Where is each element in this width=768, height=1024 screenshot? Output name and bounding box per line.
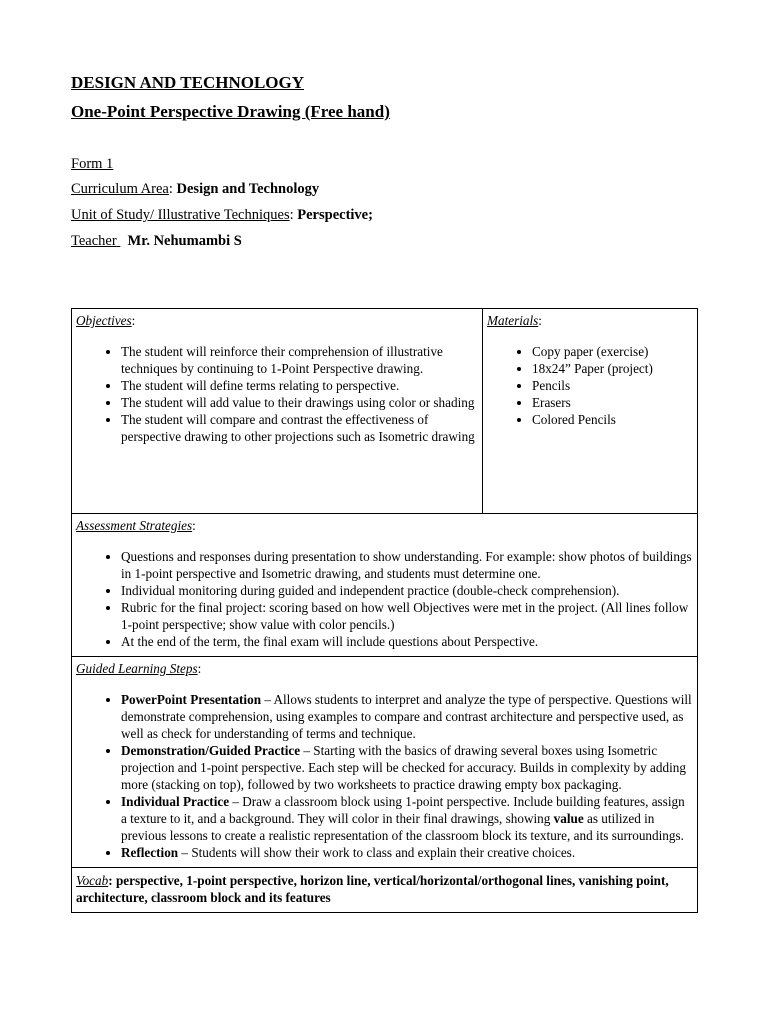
list-item: • Individual monitoring during guided and independent practice (double-check comprehension). <box>121 582 693 599</box>
list-item: • Reflection – Students will show their work to class and explain their creative choices. <box>121 844 693 861</box>
objectives-list <box>76 343 478 445</box>
guided-list <box>76 691 693 861</box>
list-item: • Colored Pencils <box>532 411 693 428</box>
document-subtitle: One-Point Perspective Drawing (Free hand) <box>71 102 390 121</box>
document-title: DESIGN AND TECHNOLOGY <box>71 73 305 92</box>
assessment-list <box>76 548 693 650</box>
list-item: • Erasers <box>532 394 693 411</box>
materials-list <box>487 343 693 428</box>
list-item: • Demonstration/Guided Practice – Starting with the basics of drawing several boxes using Isometric projection and 1-point perspective. Each step will be checked for accuracy. Builds in complexity by adding more (stacking on top), followed by two worksheets to practice drawing empty box packaging. <box>121 742 693 793</box>
materials-cell: Materials: • Copy paper (exercise) • 18x24” Paper (project) • Pencils • Erasers • Colored Pencils <box>483 309 698 514</box>
guided-row <box>72 657 698 868</box>
teacher-line <box>71 233 242 250</box>
assessment-heading: Assessment Strategies <box>76 518 193 533</box>
guided-heading: Guided Learning Steps <box>76 661 198 676</box>
unit-value: Perspective; <box>297 207 373 223</box>
lesson-plan-table <box>71 308 698 913</box>
form-label: Form 1 <box>71 156 114 172</box>
list-item: • Rubric for the final project: scoring based on how well Objectives were met in the project. (All lines follow 1-point perspective; show value with color pencils.) <box>121 599 693 633</box>
list-item: • The student will compare and contrast the effectiveness of perspective drawing to other projections such as Isometric drawing <box>121 411 478 445</box>
curriculum-label: Curriculum Area <box>71 181 169 197</box>
teacher-label: Teacher <box>71 233 117 249</box>
objectives-materials-row <box>72 309 698 514</box>
list-item: • The student will add value to their drawings using color or shading <box>121 394 478 411</box>
objectives-heading: Objectives <box>76 313 132 328</box>
list-item: • At the end of the term, the final exam will include questions about Perspective. <box>121 633 693 650</box>
unit-label: Unit of Study/ Illustrative Techniques <box>71 207 290 223</box>
curriculum-line: Curriculum Area: Design and Technology <box>71 181 320 197</box>
assessment-cell: Assessment Strategies: • Questions and responses during presentation to show understanding. For example: show photos of buildings in 1-point perspective and Isometric drawing, and students must determine one. • Individual monitoring during guided and independent practice (double-check comprehension). • Rubric for the final project: scoring based on how well Objectives were met in the project. (All lines follow 1-point perspective; show value with color pencils.) • At the end of the term, the final exam will include questions about Perspective. <box>72 514 698 657</box>
teacher-value: Mr. Nehumambi S <box>127 233 242 249</box>
vocab-text: perspective, 1-point perspective, horizon line, vertical/horizontal/orthogonal lines, vanishing point, architecture, classroom block and its features <box>76 873 669 905</box>
list-item: • 18x24” Paper (project) <box>532 360 693 377</box>
guided-cell: Guided Learning Steps: • PowerPoint Presentation – Allows students to interpret and analyze the type of perspective. Questions will demonstrate comprehension, using examples to compare and contrast architecture and perspective used, as well as check for understanding of terms and technique. • Demonstration/Guided Practice – Starting with the basics of drawing several boxes using Isometric projection and 1-point perspective. Each step will be checked for accuracy. Builds in complexity by adding more (stacking on top), followed by two worksheets to practice drawing empty box packaging. • Individual Practice – Draw a classroom block using 1-point perspective. Include building features, assign a texture to it, and a background. They will color in their final drawings, showing value as utilized in previous lessons to create a realistic representation of the classroom block its texture, and its surroundings. • Reflection – Students will show their work to class and explain their creative choices. <box>72 657 698 868</box>
list-item: • PowerPoint Presentation – Allows students to interpret and analyze the type of perspective. Questions will demonstrate comprehension, using examples to compare and contrast architecture and perspective used, as well as check for understanding of terms and technique. <box>121 691 693 742</box>
form-line <box>71 156 113 173</box>
materials-heading: Materials <box>487 313 539 328</box>
list-item: • Individual Practice – Draw a classroom block using 1-point perspective. Include building features, assign a texture to it, and a background. They will color in their final drawings, showing value as utilized in previous lessons to create a realistic representation of the classroom block its texture, and its surroundings. <box>121 793 693 844</box>
list-item: • The student will define terms relating to perspective. <box>121 377 478 394</box>
vocab-heading: Vocab <box>76 873 109 888</box>
curriculum-value: Design and Technology <box>176 181 320 197</box>
vocab-row <box>72 868 698 913</box>
objectives-cell: Objectives: • The student will reinforce their comprehension of illustrative techniques by continuing to 1-Point Perspective drawing. • The student will define terms relating to perspective. • The student will add value to their drawings using color or shading • The student will compare and contrast the effectiveness of perspective drawing to other projections such as Isometric drawing <box>72 309 483 514</box>
vocab-cell: Vocab: perspective, 1-point perspective, horizon line, vertical/horizontal/orthogonal lines, vanishing point, architecture, classroom block and its features <box>72 868 698 913</box>
assessment-row <box>72 514 698 657</box>
list-item: • Questions and responses during presentation to show understanding. For example: show photos of buildings in 1-point perspective and Isometric drawing, and students must determine one. <box>121 548 693 582</box>
list-item: • The student will reinforce their comprehension of illustrative techniques by continuing to 1-Point Perspective drawing. <box>121 343 478 377</box>
list-item: • Copy paper (exercise) <box>532 343 693 360</box>
list-item: • Pencils <box>532 377 693 394</box>
unit-line: Unit of Study/ Illustrative Techniques: Perspective; <box>71 207 373 223</box>
